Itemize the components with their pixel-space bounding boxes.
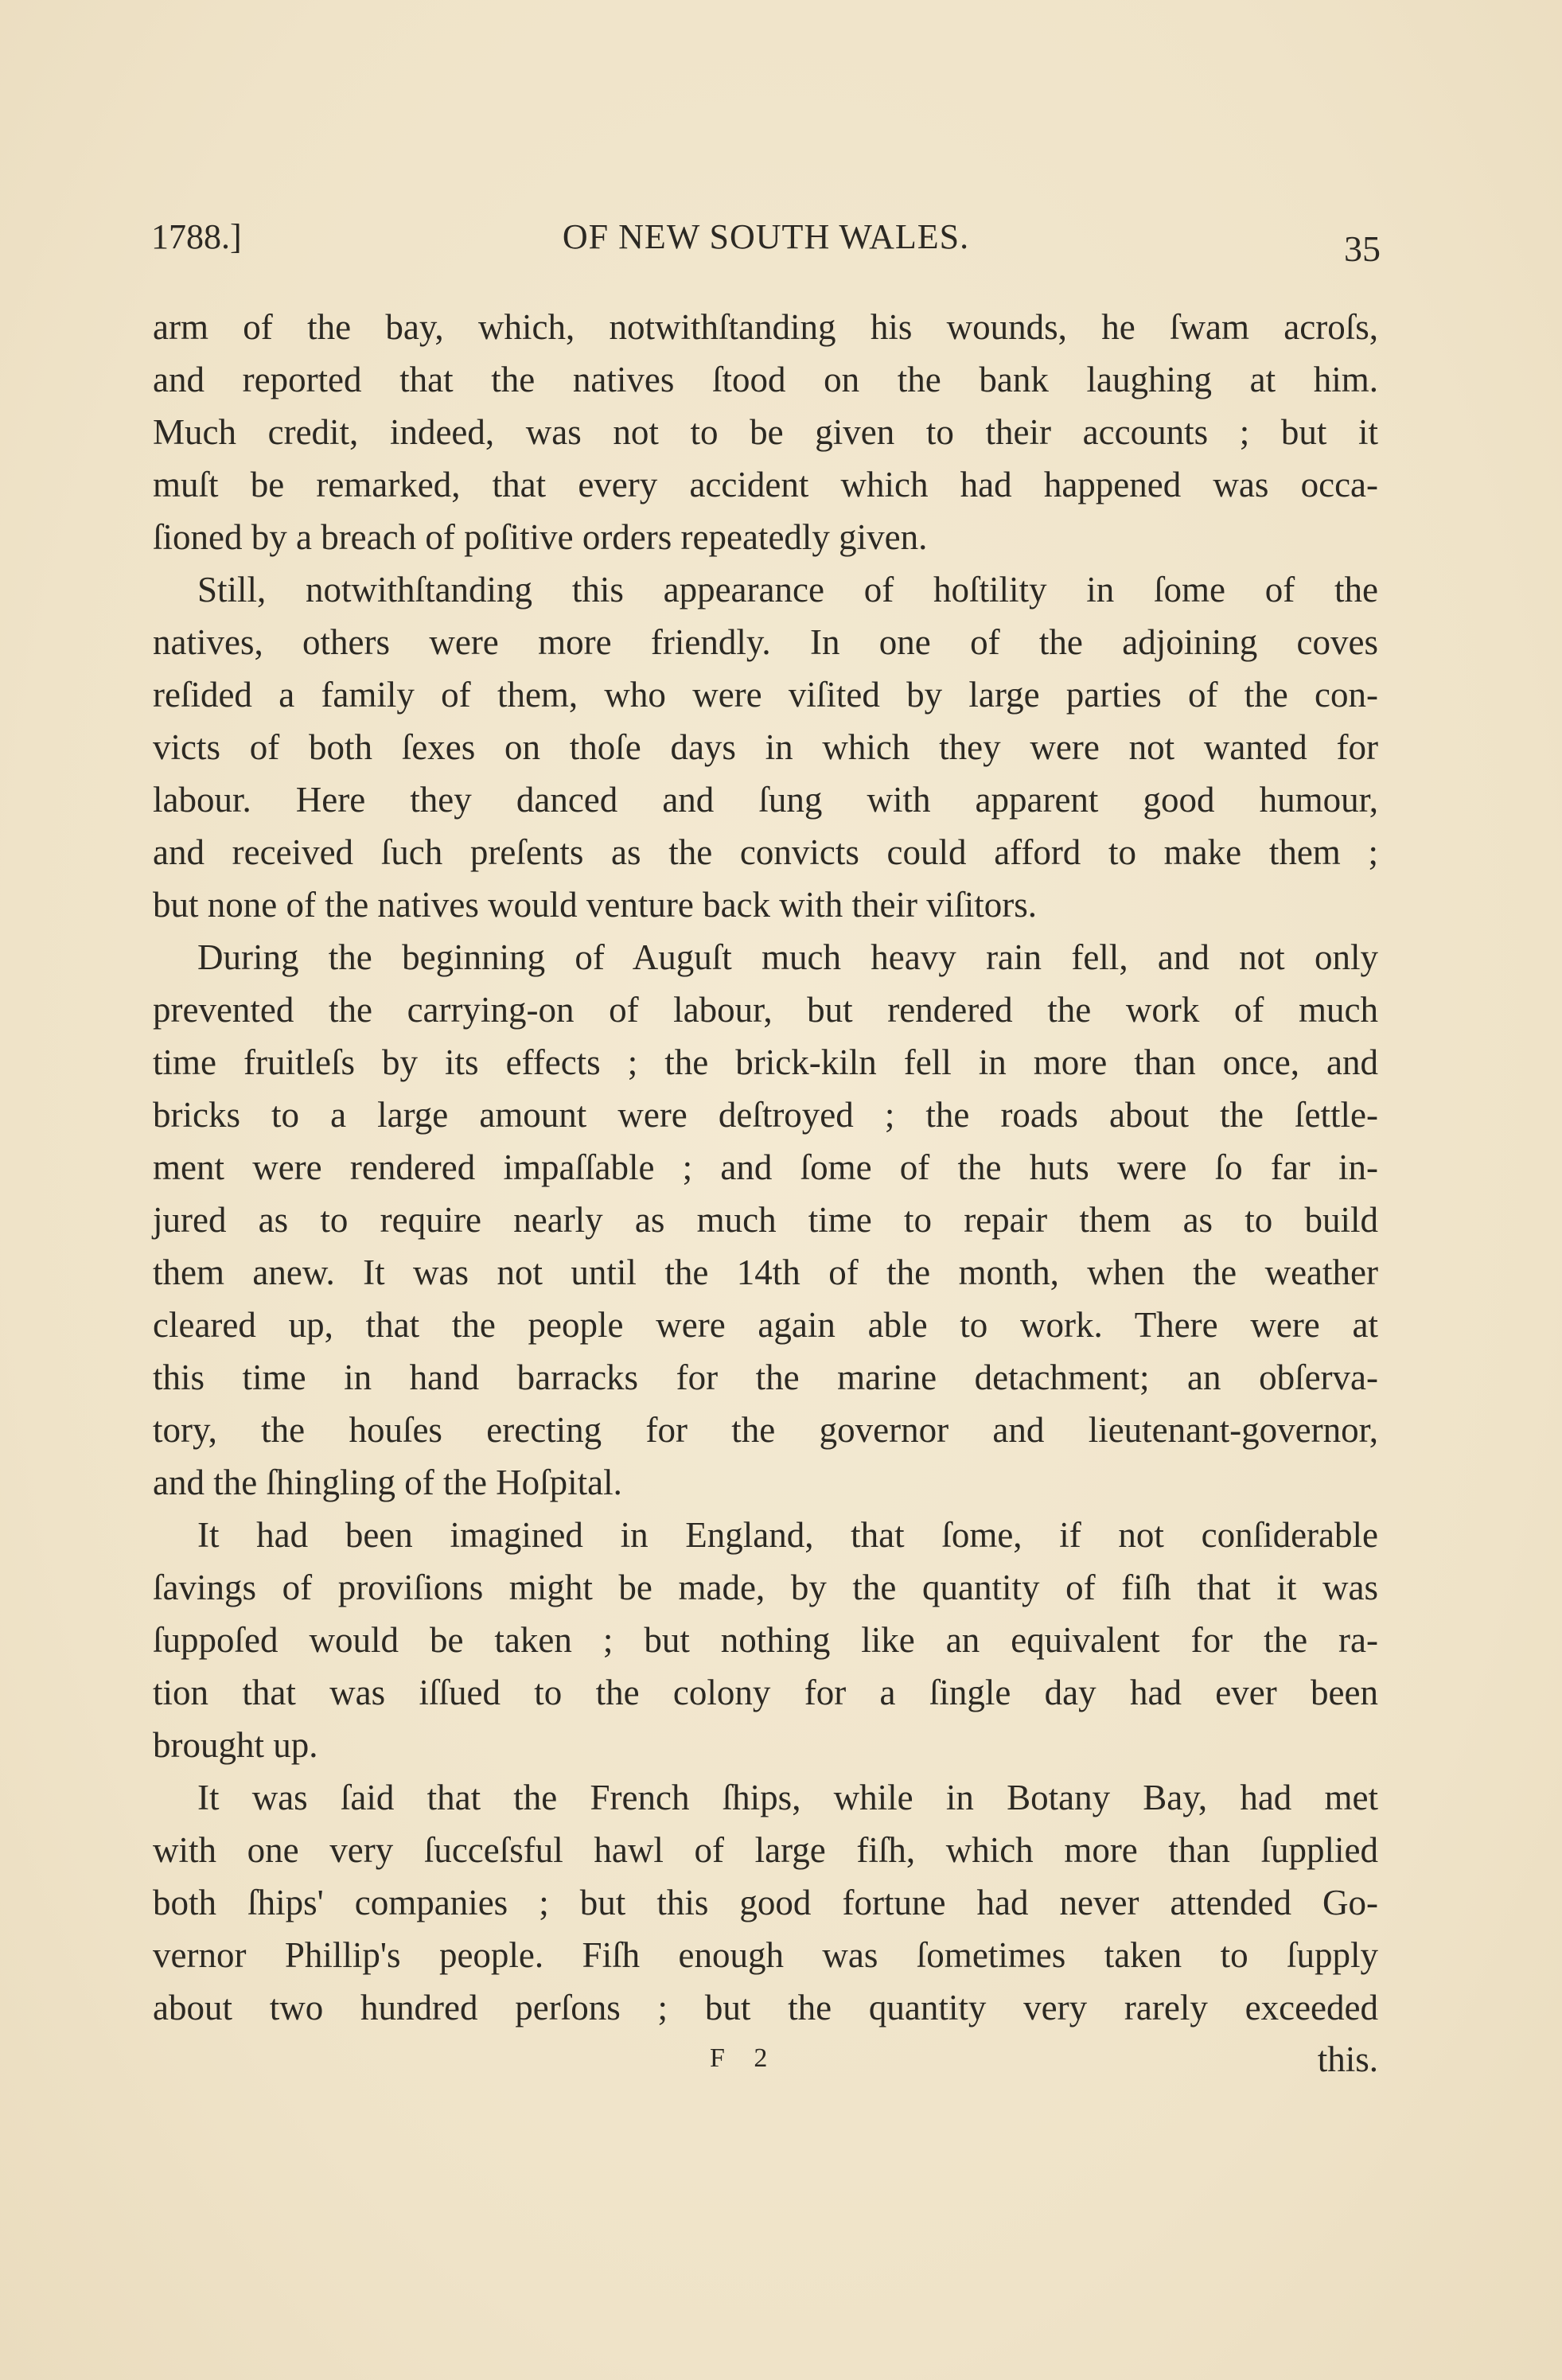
text-line: vernor Phillip's people. Fiſh enough was ſometimes taken to ſupply [153,1935,1378,1975]
text-line: labour. Here they danced and ſung with apparent good humour, [153,780,1378,820]
paragraph-start-line: During the beginning of Auguſt much heavy rain fell, and not only [197,937,1378,977]
text-line: bricks to a large amount were deſtroyed ; the roads about the ſettle- [153,1095,1378,1135]
text-line: prevented the carrying-on of labour, but rendered the work of much [153,990,1378,1030]
text-line: natives, others were more friendly. In one of the adjoining coves [153,622,1378,662]
text-line: and received ſuch preſents as the convicts could afford to make them ; [153,832,1378,872]
text-line: cleared up, that the people were again able to work. There were at [153,1305,1378,1345]
header-year: 1788.] [151,217,242,256]
text-line: with one very ſucceſsful hawl of large fiſh, which more than ſupplied [153,1830,1378,1870]
text-line: both ſhips' companies ; but this good fortune had never attended Go- [153,1883,1378,1922]
paragraph-start-line: It was ſaid that the French ſhips, while in Botany Bay, had met [197,1778,1378,1817]
paragraph-start-line: It had been imagined in England, that ſome, if not conſiderable [197,1515,1378,1555]
body-text [153,301,1378,2034]
text-line: brought up. [153,1725,318,1765]
text-line: and the ſhingling of the Hoſpital. [153,1463,622,1502]
signature-mark: F 2 [710,2043,779,2073]
text-line: tion that was iſſued to the colony for a ſingle day had ever been [153,1673,1378,1712]
text-line: reſided a family of them, who were viſited by large parties of the con- [153,675,1378,715]
text-line: ſioned by a breach of poſitive orders repeatedly given. [153,517,928,557]
page-footer [153,2039,1378,2099]
catchword: this. [1317,2039,1378,2079]
text-line: arm of the bay, which, notwithſtanding his wounds, he ſwam acroſs, [153,307,1378,347]
text-line: them anew. It was not until the 14th of the month, when the weather [153,1252,1378,1292]
text-line: time fruitleſs by its effects ; the brick-kiln fell in more than once, and [153,1042,1378,1082]
text-line: muſt be remarked, that every accident which had happened was occa- [153,465,1378,504]
page-number: 35 [1344,228,1381,269]
text-line: victs of both ſexes on thoſe days in which they were not wanted for [153,727,1378,767]
text-line: this time in hand barracks for the marine detachment; an obſerva- [153,1357,1378,1397]
text-line: ment were rendered impaſſable ; and ſome of the huts were ſo far in- [153,1147,1378,1187]
text-line: ſavings of proviſions might be made, by the quantity of fiſh that it was [153,1568,1378,1607]
header-title: OF NEW SOUTH WALES. [562,217,970,256]
paragraph-start-line: Still, notwithſtanding this appearance of hoſtility in ſome of the [197,570,1378,610]
running-header [151,216,1381,280]
text-line: tory, the houſes erecting for the governor and lieutenant-governor, [153,1410,1378,1450]
text-line: about two hundred perſons ; but the quantity very rarely exceeded [153,1988,1378,2027]
text-line: ſuppoſed would be taken ; but nothing like an equivalent for the ra- [153,1620,1378,1660]
text-line: Much credit, indeed, was not to be given to their accounts ; but it [153,412,1378,452]
text-line: and reported that the natives ſtood on the bank laughing at him. [153,360,1378,399]
text-line: jured as to require nearly as much time to repair them as to build [153,1200,1378,1240]
text-line: but none of the natives would venture back with their viſitors. [153,885,1038,925]
